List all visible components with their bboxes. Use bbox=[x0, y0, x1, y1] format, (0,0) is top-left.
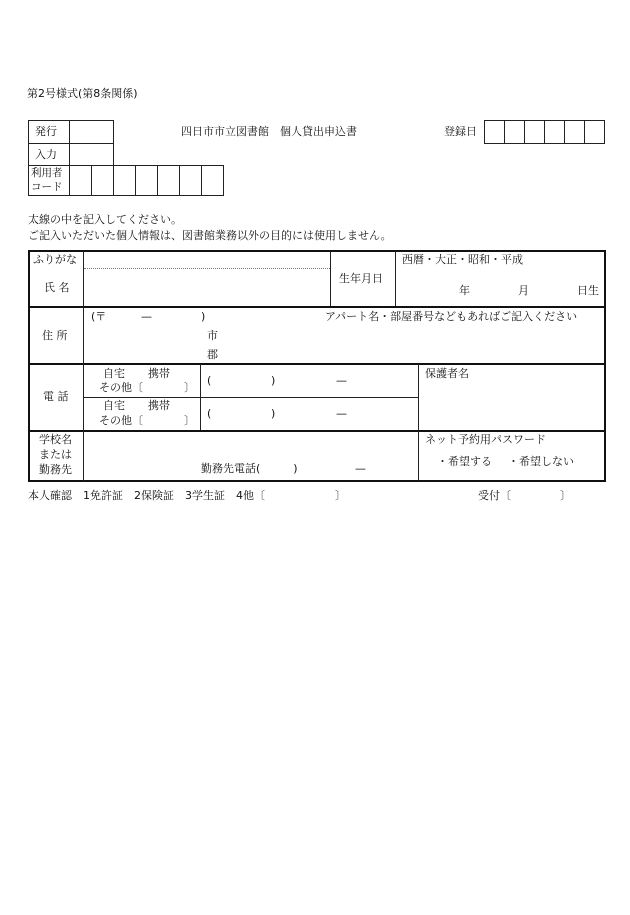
address-label: 住 所 bbox=[42, 329, 68, 342]
phone1-paren-open: ( bbox=[207, 374, 212, 387]
phone1-mobile[interactable]: 携帯 bbox=[148, 367, 170, 380]
register-date-label: 登録日 bbox=[444, 125, 477, 138]
phone1-other[interactable]: その他〔 bbox=[99, 381, 143, 394]
furigana-label: ふりがな bbox=[33, 253, 77, 266]
password-wish-yes[interactable]: ・希望する bbox=[437, 455, 492, 468]
school-work-field[interactable] bbox=[85, 433, 416, 461]
year-label: 年 bbox=[459, 284, 470, 297]
name-label: 氏 名 bbox=[44, 281, 70, 294]
work-phone-label[interactable]: 勤務先電話( ) bbox=[201, 462, 298, 475]
phone1-paren-close: ) bbox=[271, 374, 276, 387]
received-close: 〕 bbox=[560, 489, 571, 502]
phone1-home[interactable]: 自宅 bbox=[103, 367, 125, 380]
id-other-field[interactable] bbox=[275, 488, 335, 502]
phone1-other-close: 〕 bbox=[184, 381, 195, 394]
phone2-mobile[interactable]: 携帯 bbox=[148, 399, 170, 412]
furigana-field[interactable] bbox=[85, 252, 329, 267]
work-phone-dash: — bbox=[355, 462, 366, 475]
school-label-1: 学校名 bbox=[39, 433, 72, 446]
postal-open: (〒 bbox=[91, 310, 107, 323]
instruction-1: 太線の中を記入してください。 bbox=[28, 213, 182, 226]
postal-dash: — bbox=[141, 310, 152, 323]
phone1-dash: — bbox=[336, 374, 347, 387]
received-label: 受付〔 bbox=[478, 489, 511, 502]
county-label: 郡 bbox=[207, 348, 218, 361]
postal-code-field[interactable] bbox=[110, 309, 200, 323]
name-field[interactable] bbox=[85, 270, 329, 304]
user-code-label-2: コード bbox=[31, 181, 63, 193]
phone2-other-close: 〕 bbox=[184, 414, 195, 427]
guardian-label: 保護者名 bbox=[425, 367, 469, 380]
form-number: 第2号様式(第8条関係) bbox=[27, 87, 138, 100]
birthdate-label: 生年月日 bbox=[339, 272, 383, 285]
phone2-home[interactable]: 自宅 bbox=[103, 399, 125, 412]
issue-label: 発行 bbox=[35, 125, 57, 138]
phone1-number-field[interactable] bbox=[202, 366, 416, 396]
phone2-paren-close: ) bbox=[271, 407, 276, 420]
phone2-dash: — bbox=[336, 407, 347, 420]
school-label-2: または bbox=[39, 448, 72, 461]
month-label: 月 bbox=[518, 284, 529, 297]
net-password-label: ネット予約用パスワード bbox=[425, 433, 546, 446]
phone2-paren-open: ( bbox=[207, 407, 212, 420]
postal-close: ) bbox=[201, 310, 206, 323]
instruction-2: ご記入いただいた個人情報は、図書館業務以外の目的には使用しません。 bbox=[28, 229, 392, 242]
city-label: 市 bbox=[207, 329, 218, 342]
phone2-other[interactable]: その他〔 bbox=[99, 414, 143, 427]
address-field[interactable] bbox=[85, 325, 604, 361]
day-label: 日生 bbox=[577, 284, 599, 297]
school-label-3: 勤務先 bbox=[39, 463, 72, 476]
id-check: 本人確認 1免許証 2保険証 3学生証 4他〔 bbox=[28, 489, 265, 502]
phone-label: 電 話 bbox=[43, 390, 69, 403]
guardian-field[interactable] bbox=[420, 382, 604, 428]
era-options[interactable]: 西暦・大正・昭和・平成 bbox=[402, 253, 523, 266]
apartment-note: アパート名・部屋番号などもあればご記入ください bbox=[325, 310, 578, 323]
input-label: 入力 bbox=[35, 148, 57, 161]
phone2-number-field[interactable] bbox=[202, 399, 416, 429]
id-check-close: 〕 bbox=[335, 489, 346, 502]
form-title: 四日市市立図書館 個人貸出申込書 bbox=[181, 125, 357, 138]
password-wish-no[interactable]: ・希望しない bbox=[508, 455, 574, 468]
user-code-label-1: 利用者 bbox=[31, 167, 63, 179]
